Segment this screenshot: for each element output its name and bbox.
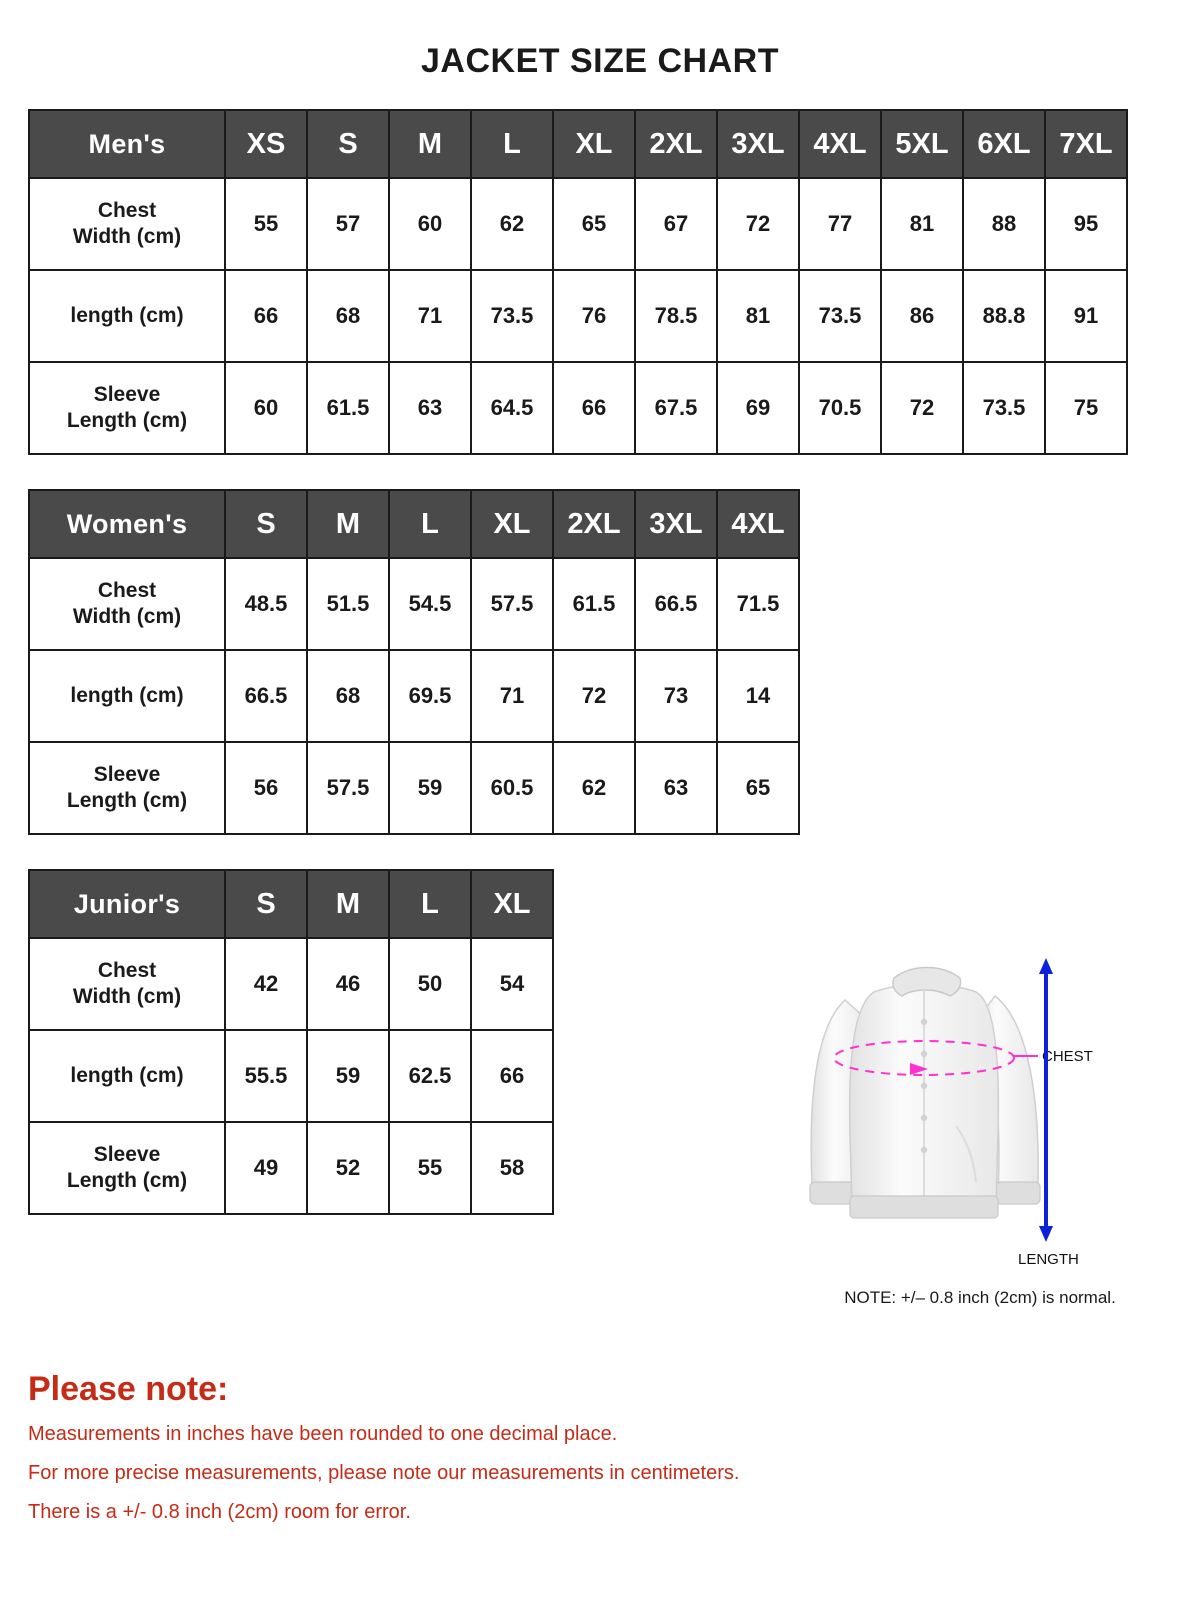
mens-cell-2-4: 66 [553, 362, 635, 454]
mens-cell-2-7: 70.5 [799, 362, 881, 454]
womens-size-col-1: M [307, 490, 389, 558]
mens-cell-2-8: 72 [881, 362, 963, 454]
juniors-size-col-1: M [307, 870, 389, 938]
womens-header-label: Women's [29, 490, 225, 558]
womens-size-table [28, 489, 800, 835]
womens-cell-0-2: 54.5 [389, 558, 471, 650]
juniors-cell-2-3: 58 [471, 1122, 553, 1214]
mens-row-label-2 [29, 362, 225, 454]
womens-cell-2-3: 60.5 [471, 742, 553, 834]
row-label-line1: Sleeve [93, 1142, 161, 1166]
womens-size-col-5: 3XL [635, 490, 717, 558]
table-row [29, 558, 799, 650]
length-label: LENGTH [1018, 1251, 1079, 1268]
womens-cell-1-0: 66.5 [225, 650, 307, 742]
womens-cell-1-6: 14 [717, 650, 799, 742]
mens-cell-0-3: 62 [471, 178, 553, 270]
mens-cell-2-5: 67.5 [635, 362, 717, 454]
please-note-line-2: For more precise measurements, please note our measurements in centimeters. [28, 1462, 740, 1484]
womens-row-label-0 [29, 558, 225, 650]
mens-size-table [28, 109, 1128, 455]
mens-cell-2-0: 60 [225, 362, 307, 454]
juniors-size-col-0: S [225, 870, 307, 938]
row-label-line1: Chest [97, 578, 157, 602]
mens-size-col-7: 4XL [799, 110, 881, 178]
womens-cell-2-1: 57.5 [307, 742, 389, 834]
mens-cell-1-6: 81 [717, 270, 799, 362]
womens-cell-2-0: 56 [225, 742, 307, 834]
womens-cell-0-4: 61.5 [553, 558, 635, 650]
mens-size-col-0: XS [225, 110, 307, 178]
womens-cell-0-1: 51.5 [307, 558, 389, 650]
mens-size-col-6: 3XL [717, 110, 799, 178]
row-label-line2: Width (cm) [72, 985, 182, 1008]
mens-row-label-0 [29, 178, 225, 270]
jacket-measurement-illustration [790, 930, 1170, 1340]
womens-cell-2-4: 62 [553, 742, 635, 834]
juniors-cell-0-2: 50 [389, 938, 471, 1030]
mens-cell-1-8: 86 [881, 270, 963, 362]
measurement-tolerance-note: NOTE: +/– 0.8 inch (2cm) is normal. [844, 1288, 1116, 1307]
table-row [29, 362, 1127, 454]
mens-cell-0-10: 95 [1045, 178, 1127, 270]
womens-cell-1-4: 72 [553, 650, 635, 742]
mens-size-col-4: XL [553, 110, 635, 178]
juniors-cell-0-1: 46 [307, 938, 389, 1030]
juniors-size-table [28, 869, 554, 1215]
please-note-line-3: There is a +/- 0.8 inch (2cm) room for error. [28, 1501, 411, 1523]
please-note-line-1: Measurements in inches have been rounded to one decimal place. [28, 1423, 618, 1445]
womens-cell-1-1: 68 [307, 650, 389, 742]
table-row [29, 938, 553, 1030]
mens-cell-1-10: 91 [1045, 270, 1127, 362]
juniors-row-label-2 [29, 1122, 225, 1214]
womens-size-col-0: S [225, 490, 307, 558]
row-label-line2: Width (cm) [72, 605, 182, 628]
table-row [29, 742, 799, 834]
juniors-cell-2-2: 55 [389, 1122, 471, 1214]
womens-row-label-2 [29, 742, 225, 834]
juniors-cell-1-1: 59 [307, 1030, 389, 1122]
womens-cell-2-5: 63 [635, 742, 717, 834]
mens-cell-0-2: 60 [389, 178, 471, 270]
table-header-row [29, 870, 553, 938]
juniors-size-col-3: XL [471, 870, 553, 938]
womens-cell-1-5: 73 [635, 650, 717, 742]
mens-cell-1-1: 68 [307, 270, 389, 362]
mens-row-label-1 [29, 270, 225, 362]
mens-cell-1-2: 71 [389, 270, 471, 362]
row-label-line1: Sleeve [93, 382, 161, 406]
mens-cell-0-9: 88 [963, 178, 1045, 270]
womens-size-col-2: L [389, 490, 471, 558]
row-label-line2: Width (cm) [72, 225, 182, 248]
mens-cell-1-9: 88.8 [963, 270, 1045, 362]
womens-size-col-4: 2XL [553, 490, 635, 558]
womens-cell-2-6: 65 [717, 742, 799, 834]
table-row [29, 270, 1127, 362]
mens-cell-0-5: 67 [635, 178, 717, 270]
juniors-cell-0-3: 54 [471, 938, 553, 1030]
juniors-size-col-2: L [389, 870, 471, 938]
mens-size-col-10: 7XL [1045, 110, 1127, 178]
table-row [29, 178, 1127, 270]
page-title: JACKET SIZE CHART [421, 42, 779, 80]
please-note-block [28, 1370, 1158, 1540]
mens-cell-2-2: 63 [389, 362, 471, 454]
table-header-row [29, 110, 1127, 178]
mens-cell-1-4: 76 [553, 270, 635, 362]
chest-label: CHEST [1042, 1048, 1093, 1065]
mens-cell-2-10: 75 [1045, 362, 1127, 454]
row-label-line1: length (cm) [70, 683, 184, 707]
mens-cell-2-3: 64.5 [471, 362, 553, 454]
mens-size-col-5: 2XL [635, 110, 717, 178]
mens-cell-0-7: 77 [799, 178, 881, 270]
mens-cell-0-6: 72 [717, 178, 799, 270]
row-label-line1: Chest [97, 198, 157, 222]
womens-cell-0-0: 48.5 [225, 558, 307, 650]
mens-cell-1-7: 73.5 [799, 270, 881, 362]
mens-cell-1-3: 73.5 [471, 270, 553, 362]
womens-cell-0-3: 57.5 [471, 558, 553, 650]
mens-size-col-8: 5XL [881, 110, 963, 178]
mens-cell-0-1: 57 [307, 178, 389, 270]
table-row [29, 650, 799, 742]
mens-header-label: Men's [29, 110, 225, 178]
juniors-cell-1-0: 55.5 [225, 1030, 307, 1122]
juniors-cell-2-0: 49 [225, 1122, 307, 1214]
mens-cell-0-4: 65 [553, 178, 635, 270]
womens-size-col-3: XL [471, 490, 553, 558]
juniors-header-label: Junior's [29, 870, 225, 938]
womens-cell-0-5: 66.5 [635, 558, 717, 650]
womens-cell-2-2: 59 [389, 742, 471, 834]
womens-cell-0-6: 71.5 [717, 558, 799, 650]
table-row [29, 1122, 553, 1214]
womens-cell-1-2: 69.5 [389, 650, 471, 742]
mens-cell-0-0: 55 [225, 178, 307, 270]
table-header-row [29, 490, 799, 558]
jacket-icon [790, 930, 1170, 1270]
table-row [29, 1030, 553, 1122]
juniors-row-label-1 [29, 1030, 225, 1122]
please-note-heading: Please note: [28, 1370, 229, 1408]
row-label-line1: length (cm) [70, 303, 184, 327]
womens-cell-1-3: 71 [471, 650, 553, 742]
row-label-line2: Length (cm) [66, 409, 188, 432]
mens-size-col-2: M [389, 110, 471, 178]
mens-cell-0-8: 81 [881, 178, 963, 270]
row-label-line1: Chest [97, 958, 157, 982]
mens-cell-2-1: 61.5 [307, 362, 389, 454]
row-label-line2: Length (cm) [66, 789, 188, 812]
row-label-line1: length (cm) [70, 1063, 184, 1087]
juniors-cell-2-1: 52 [307, 1122, 389, 1214]
mens-cell-1-0: 66 [225, 270, 307, 362]
juniors-cell-0-0: 42 [225, 938, 307, 1030]
mens-cell-2-6: 69 [717, 362, 799, 454]
mens-size-col-1: S [307, 110, 389, 178]
row-label-line2: Length (cm) [66, 1169, 188, 1192]
womens-row-label-1 [29, 650, 225, 742]
juniors-cell-1-3: 66 [471, 1030, 553, 1122]
mens-cell-1-5: 78.5 [635, 270, 717, 362]
juniors-row-label-0 [29, 938, 225, 1030]
mens-size-col-9: 6XL [963, 110, 1045, 178]
mens-size-col-3: L [471, 110, 553, 178]
juniors-cell-1-2: 62.5 [389, 1030, 471, 1122]
womens-size-col-6: 4XL [717, 490, 799, 558]
mens-cell-2-9: 73.5 [963, 362, 1045, 454]
row-label-line1: Sleeve [93, 762, 161, 786]
